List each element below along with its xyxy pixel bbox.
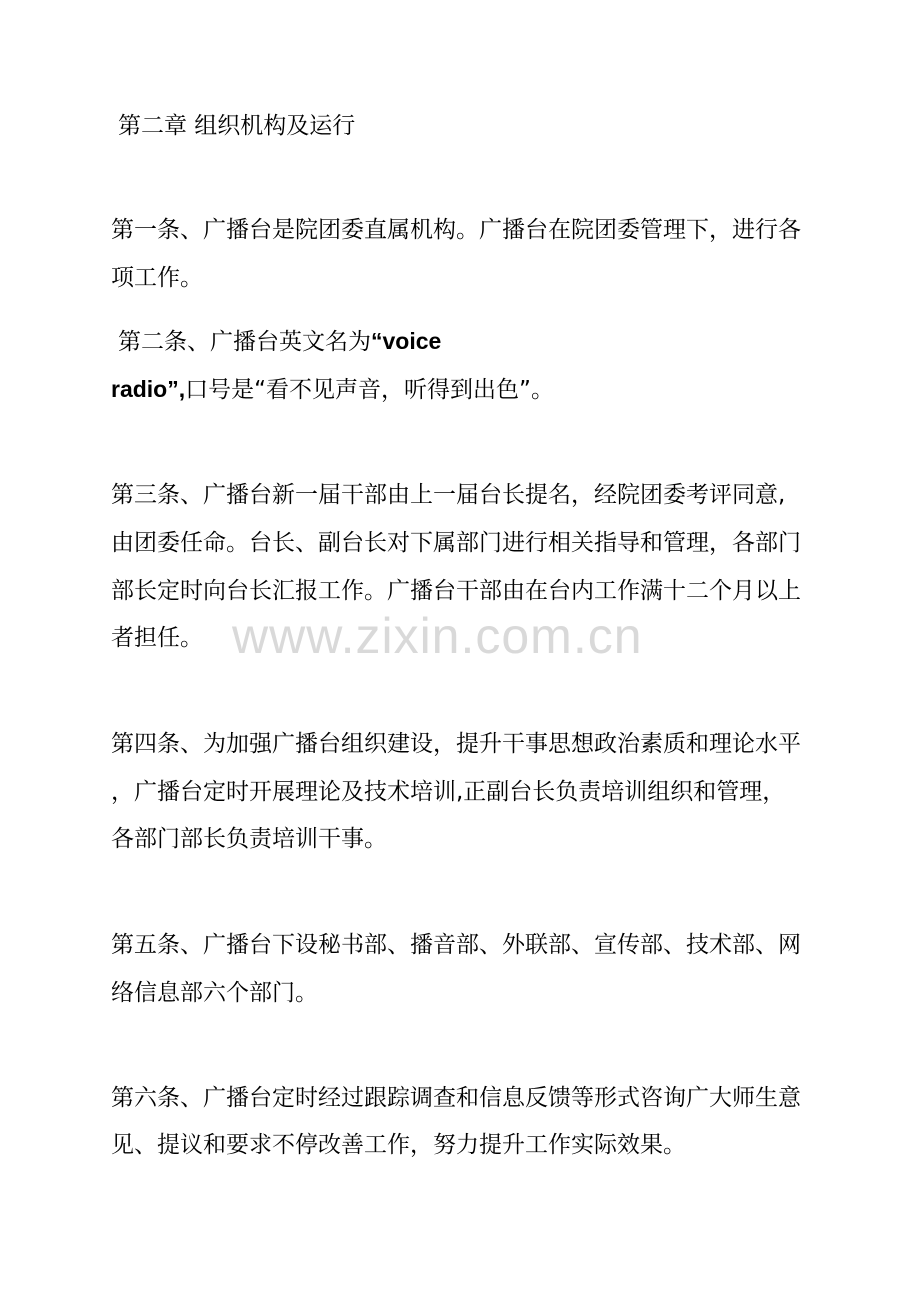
article-1-line-1: 第一条、广播台是院团委直属机构。广播台在院团委管理下，进行各 [111,217,801,243]
article-4-line-2: ，广播台定时开展理论及技术培训,正副台长负责培训组织和管理， [111,779,786,805]
article-4-line-1: 第四条、为加强广播台组织建设，提升干事思想政治素质和理论水平 [111,731,801,757]
article-2-line-1-text: 第二条、广播台英文名为 [118,329,371,355]
article-2-english-name-part-1: “voice [371,328,442,354]
article-2-line-2 [111,374,554,405]
article-2-slogan: 口号是“看不见声音，听得到出色”。 [185,377,554,403]
article-6-line-1: 第六条、广播台定时经过跟踪调查和信息反馈等形式咨询广大师生意 [111,1085,801,1111]
article-2-english-name-part-2: radio”, [111,376,186,402]
article-3-line-1: 第三条、广播台新一届干部由上一届台长提名，经院团委考评同意, [111,482,786,508]
article-1-line-2: 项工作。 [111,265,203,291]
article-5-line-1: 第五条、广播台下设秘书部、播音部、外联部、宣传部、技术部、网 [111,932,801,958]
article-3-line-4: 者担任。 [111,625,203,651]
article-5-line-2: 络信息部六个部门。 [111,980,318,1006]
article-3-line-3: 部长定时向台长汇报工作。广播台干部由在台内工作满十二个月以上 [111,578,801,604]
chapter-title: 第二章 组织机构及运行 [118,113,356,139]
watermark: www.zixin.com.cn [232,608,643,664]
article-6-line-2: 见、提议和要求不停改善工作，努力提升工作实际效果。 [111,1132,686,1158]
article-2-line-1 [118,326,441,357]
article-4-line-3: 各部门部长负责培训干事。 [111,826,387,852]
article-3-line-2: 由团委任命。台长、副台长对下属部门进行相关指导和管理，各部门 [111,530,801,556]
